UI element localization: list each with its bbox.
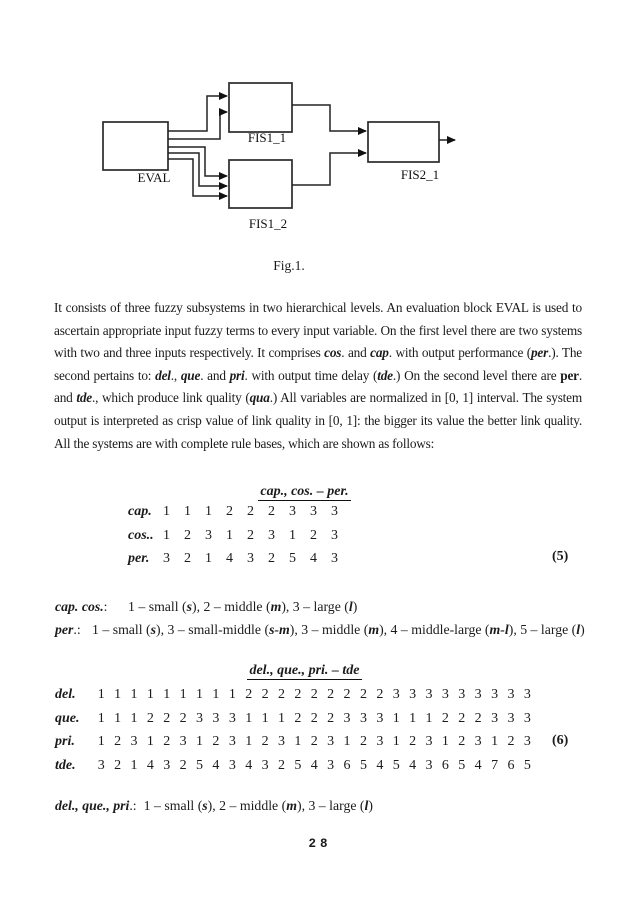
legend-rulebase1 [55, 595, 600, 642]
rule-value: 3 [507, 710, 515, 726]
rulebase2-rows [55, 687, 582, 781]
rule-value: 4 [409, 757, 417, 773]
rule-value: 5 [458, 757, 466, 773]
rule-row-que [55, 711, 582, 735]
rule-value: 1 [163, 504, 170, 519]
rule-value: 2 [247, 527, 254, 543]
rule-value: 4 [212, 757, 220, 773]
rule-value: 2 [268, 504, 275, 519]
rule-value: 2 [179, 757, 187, 773]
rule-value: 3 [212, 710, 220, 726]
legend-per-body: 1 – small (s), 3 – small-middle (s-m), 3 – middle (m), 4 – middle-large (m-l), 5 – large (l) [92, 622, 585, 638]
legend-per [55, 618, 600, 641]
rule-row-values [156, 504, 345, 520]
rule-value: 3 [289, 504, 296, 519]
legend-cap-cos-label: cap. cos.: [55, 599, 108, 614]
rule-value: 1 [392, 710, 400, 726]
rule-row-label: del. [55, 687, 76, 702]
rule-value: 3 [376, 734, 384, 749]
rule-value: 3 [228, 757, 236, 773]
rule-value: 3 [277, 734, 285, 749]
rule-value: 2 [310, 687, 318, 702]
rule-value: 2 [163, 734, 171, 749]
rule-value: 2 [458, 710, 466, 726]
rule-value: 3 [310, 504, 317, 519]
rule-value: 1 [425, 710, 433, 726]
legend-rulebase2 [55, 794, 600, 817]
rule-value: 1 [294, 734, 302, 749]
rule-value: 3 [331, 527, 338, 543]
rule-value: 3 [331, 504, 338, 519]
rule-row-label: cap. [128, 504, 152, 519]
rule-value: 3 [327, 734, 335, 749]
rule-value: 3 [507, 687, 515, 702]
rule-value: 2 [212, 734, 220, 749]
fis1-2-label: FIS1_2 [248, 216, 288, 231]
rule-value: 1 [97, 734, 105, 749]
rule-value: 2 [359, 687, 367, 702]
rule-value: 3 [247, 551, 254, 566]
rule-row-values [156, 528, 345, 544]
fis1-1-block [229, 83, 292, 132]
rule-value: 1 [97, 710, 105, 726]
rule-value: 2 [247, 504, 254, 519]
rule-value: 2 [294, 687, 302, 702]
rule-value: 2 [277, 687, 285, 702]
rule-value: 1 [228, 687, 236, 702]
rule-value: 1 [245, 710, 253, 726]
rule-value: 1 [114, 687, 122, 702]
rule-value: 3 [491, 710, 499, 726]
rule-value: 3 [425, 734, 433, 749]
rule-value: 2 [327, 687, 335, 702]
body-paragraph: It consists of three fuzzy subsystems in two hierarchical levels. An evaluation block EVAL is used to ascertain appropriate input fuzzy terms to every input variable. On the first level there are two systems with two and three inputs respectively. It comprises cos. and cap. with output performance (per.). The second pertains to: del., que. and pri. with output time delay (tde.) On the second level there are per. and tde., which produce link quality (qua.) All variables are normalized in [0, 1] interval. The system output is interpreted as crisp value of link quality in [0, 1]: the bigger its value the better link quality. All the systems are with complete rule bases, which are shown as follows: [54, 300, 583, 451]
eval-label: EVAL [137, 170, 171, 185]
rule-value: 1 [179, 687, 187, 702]
figure-caption: Fig.1. [273, 258, 305, 273]
rule-value: 5 [196, 757, 204, 773]
fis1-2-block [229, 160, 292, 208]
rule-row-per [55, 551, 582, 575]
rule-value: 3 [205, 527, 212, 543]
rule-value: 3 [179, 734, 187, 749]
legend-cap-cos-body: 1 – small (s), 2 – middle (m), 3 – large (l) [128, 599, 358, 614]
fis2-1-block [368, 122, 439, 162]
rulebase1-rows [55, 504, 582, 575]
legend-del-que-pri-body: 1 – small (s), 2 – middle (m), 3 – large (l) [143, 798, 373, 813]
rulebase1-title: cap., cos. – per. [260, 484, 349, 499]
rule-row-values [156, 551, 345, 567]
rule-value: 3 [392, 687, 400, 702]
rule-value: 3 [228, 710, 236, 726]
rule-value: 2 [474, 710, 482, 726]
rule-value: 1 [226, 527, 233, 543]
rule-value: 3 [327, 757, 335, 773]
rule-value: 4 [146, 757, 154, 773]
rulebase-del-que-pri-tde [55, 663, 582, 773]
rule-value: 2 [376, 687, 384, 702]
eval-block [103, 122, 168, 170]
rule-value: 2 [114, 757, 122, 773]
rule-value: 2 [268, 551, 275, 566]
rule-value: 4 [226, 551, 233, 566]
rule-value: 1 [441, 734, 449, 749]
rule-value: 4 [310, 757, 318, 773]
rule-value: 2 [261, 734, 269, 749]
rule-value: 6 [343, 757, 351, 773]
rule-value: 2 [294, 710, 302, 726]
rule-value: 5 [359, 757, 367, 773]
rule-value: 3 [261, 757, 269, 773]
rule-value: 1 [130, 710, 138, 726]
rule-value: 1 [261, 710, 269, 726]
rule-value: 2 [458, 734, 466, 749]
rule-value: 2 [261, 687, 269, 702]
rule-value: 1 [205, 551, 212, 566]
page-number: 28 [308, 837, 332, 851]
rule-value: 1 [392, 734, 400, 749]
equation-number-5: (5) [552, 549, 569, 564]
rule-value: 3 [163, 551, 170, 566]
rule-row-tde [55, 758, 582, 782]
rule-value: 6 [507, 757, 515, 773]
rule-value: 3 [163, 757, 171, 773]
rule-value: 3 [331, 551, 338, 566]
rule-value: 3 [491, 687, 499, 702]
rule-value: 1 [146, 687, 154, 702]
rule-row-values [93, 711, 536, 727]
rule-value: 1 [205, 504, 212, 519]
rule-value: 5 [294, 757, 302, 773]
rule-value: 1 [245, 734, 253, 749]
rule-value: 2 [184, 527, 191, 543]
rule-row-values [93, 758, 536, 774]
rule-value: 1 [491, 734, 499, 749]
legend-del-que-pri-label: del., que., pri.: [55, 798, 137, 813]
rule-value: 1 [212, 687, 220, 702]
rule-value: 6 [441, 757, 449, 773]
rule-value: 2 [409, 734, 417, 749]
rule-value: 1 [196, 687, 204, 702]
rule-value: 5 [523, 757, 531, 773]
fis2-1-label: FIS2_1 [400, 167, 440, 182]
rule-value: 3 [425, 687, 433, 702]
rule-value: 2 [327, 710, 335, 726]
rule-value: 3 [458, 687, 466, 702]
rule-value: 1 [130, 757, 138, 773]
rule-value: 1 [97, 687, 105, 702]
rule-value: 1 [277, 710, 285, 726]
rule-row-values [93, 687, 536, 703]
rule-value: 4 [474, 757, 482, 773]
rule-row-label: tde. [55, 757, 76, 773]
rule-row-cos [55, 528, 582, 552]
rule-value: 2 [245, 687, 253, 702]
rule-value: 3 [376, 710, 384, 726]
rule-row-label: pri. [55, 734, 75, 749]
rule-value: 7 [491, 757, 499, 773]
rule-value: 1 [184, 504, 191, 519]
rule-value: 1 [130, 687, 138, 702]
rule-value: 3 [425, 757, 433, 773]
rule-value: 2 [310, 734, 318, 749]
rule-value: 3 [130, 734, 138, 749]
rule-row-del [55, 687, 582, 711]
rule-value: 3 [268, 527, 275, 543]
rule-value: 1 [289, 527, 296, 543]
rule-value: 4 [376, 757, 384, 773]
rule-value: 3 [228, 734, 236, 749]
rule-value: 2 [310, 527, 317, 543]
rule-value: 3 [523, 734, 531, 749]
rule-value: 3 [97, 757, 105, 773]
rule-value: 2 [146, 710, 154, 726]
rule-row-label: cos.. [128, 527, 154, 543]
rule-value: 1 [146, 734, 154, 749]
figure-block-diagram [0, 0, 635, 250]
rule-value: 2 [163, 710, 171, 726]
rule-value: 5 [392, 757, 400, 773]
rule-value: 1 [196, 734, 204, 749]
rule-value: 2 [179, 710, 187, 726]
rule-value: 3 [474, 687, 482, 702]
rule-row-values [93, 734, 536, 750]
rule-value: 2 [343, 687, 351, 702]
rule-value: 3 [474, 734, 482, 749]
rule-value: 2 [359, 734, 367, 749]
rule-value: 1 [343, 734, 351, 749]
rule-value: 1 [163, 527, 170, 543]
rule-value: 3 [343, 710, 351, 726]
rule-value: 2 [507, 734, 515, 749]
rule-value: 1 [163, 687, 171, 702]
rule-value: 3 [359, 710, 367, 726]
rule-row-cap [55, 504, 582, 528]
rule-row-label: per. [128, 551, 150, 566]
rule-value: 2 [441, 710, 449, 726]
rule-value: 4 [310, 551, 317, 566]
legend-per-label: per.: [55, 622, 81, 638]
fis1-1-label: FIS1_1 [247, 130, 287, 145]
rule-value: 3 [196, 710, 204, 726]
rulebase-cap-cos-per [55, 484, 582, 566]
rule-value: 1 [409, 710, 417, 726]
rule-value: 3 [441, 687, 449, 702]
legend-cap-cos [55, 595, 600, 618]
rule-row-label: que. [55, 710, 80, 726]
rule-value: 1 [114, 710, 122, 726]
rule-row-pri [55, 734, 582, 758]
rule-value: 2 [310, 710, 318, 726]
rule-value: 5 [289, 551, 296, 566]
rule-value: 2 [277, 757, 285, 773]
rule-value: 2 [184, 551, 191, 566]
rulebase2-title: del., que., pri. – tde [249, 663, 360, 678]
equation-number-6: (6) [552, 733, 569, 748]
rule-value: 2 [114, 734, 122, 749]
rule-value: 4 [245, 757, 253, 773]
rule-value: 3 [523, 710, 531, 726]
rule-value: 2 [226, 504, 233, 519]
rule-value: 3 [523, 687, 531, 702]
rule-value: 3 [409, 687, 417, 702]
